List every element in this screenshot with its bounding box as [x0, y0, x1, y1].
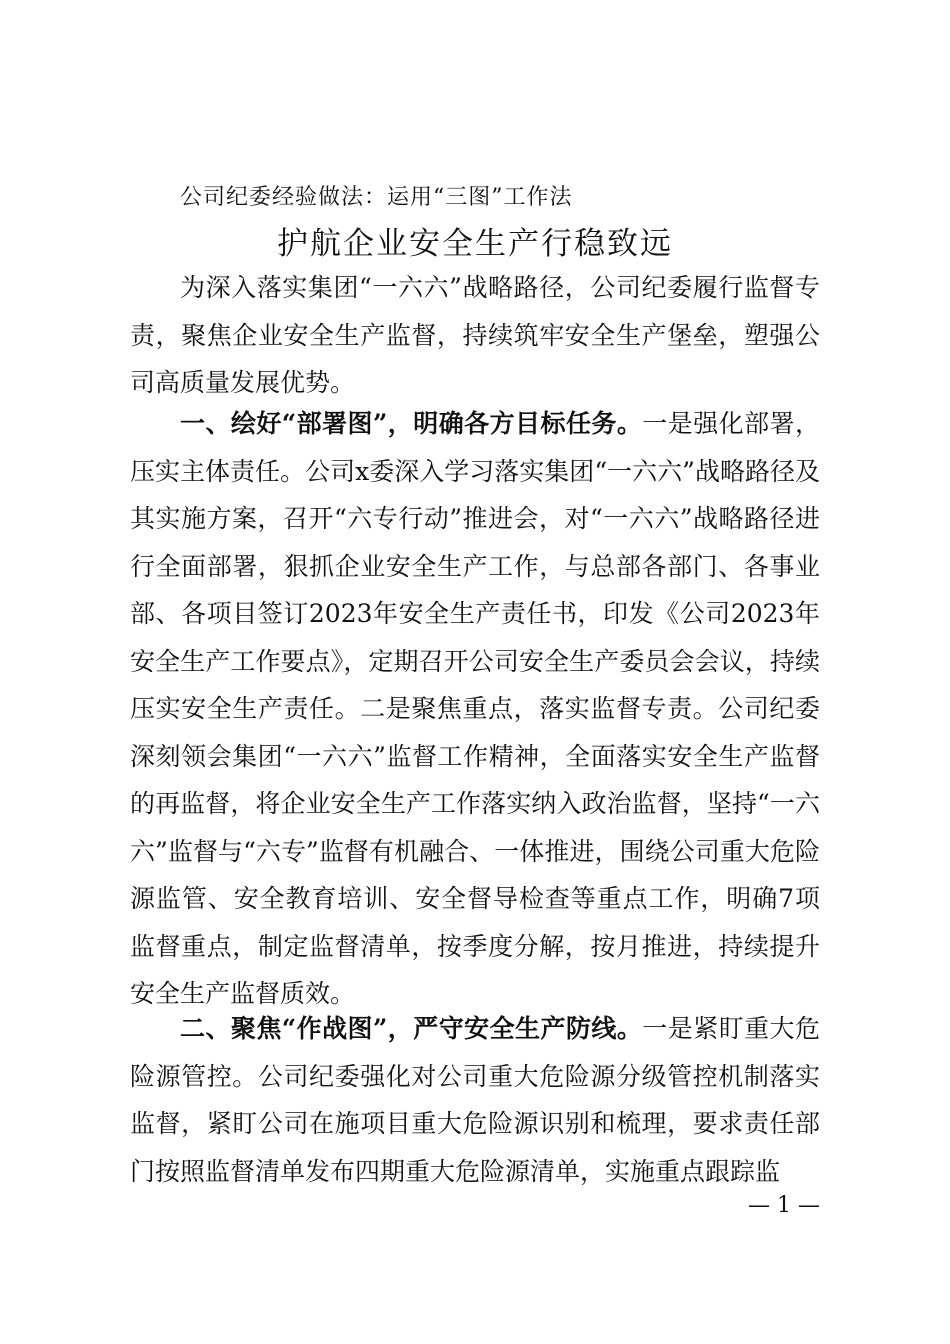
section-2-heading: 二、聚焦“作战图”，严守安全生产防线。 — [180, 1014, 643, 1043]
document-title: 护航企业安全生产行稳致远 — [277, 226, 673, 262]
page-number: — 1 — — [748, 1193, 820, 1218]
section-2-paragraph — [130, 1005, 820, 1195]
section-1-heading: 一、绘好“部署图”，明确各方目标任务。 — [180, 409, 643, 438]
intro-paragraph: 为深入落实集团“一六六”战略路径，公司纪委履行监督专责，聚焦企业安全生产监督，持续筑牢安全生产堡垒，塑强公司高质量发展优势。 — [130, 273, 820, 397]
section-1-body: 一是强化部署，压实主体责任。公司x委深入学习落实集团“一六六”战略路径及其实施方案，召开“六专行动”推进会，对“一六六”战略路径进行全面部署，狠抓企业安全生产工作，与总部各部门、各事业部、各项目签订2023年安全生产责任书，印发《公司2023年安全生产工作要点》，定期召开公司安全生产委员会会议，持续压实安全生产责任。二是聚焦重点，落实监督专责。公司纪委深刻领会集团“一六六”监督工作精神，全面落实安全生产监督的再监督，将企业安全生产工作落实纳入政治监督，坚持“一六六”监督与“六专”监督有机融合、一体推进，围绕公司重大危险源监管、安全教育培训、安全督导检查等重点工作，明确7项监督重点，制定监督清单，按季度分解，按月推进，持续提升安全生产监督质效。 — [130, 409, 820, 1008]
section-1-paragraph — [130, 400, 820, 1018]
section-2-body: 一是紧盯重大危险源管控。公司纪委强化对公司重大危险源分级管控机制落实监督，紧盯公司在施项目重大危险源识别和梳理，要求责任部门按照监督清单发布四期重大危险源清单，实施重点跟踪监 — [130, 1014, 820, 1186]
document-subtitle: 公司纪委经验做法：运用“三图”工作法 — [180, 185, 573, 210]
